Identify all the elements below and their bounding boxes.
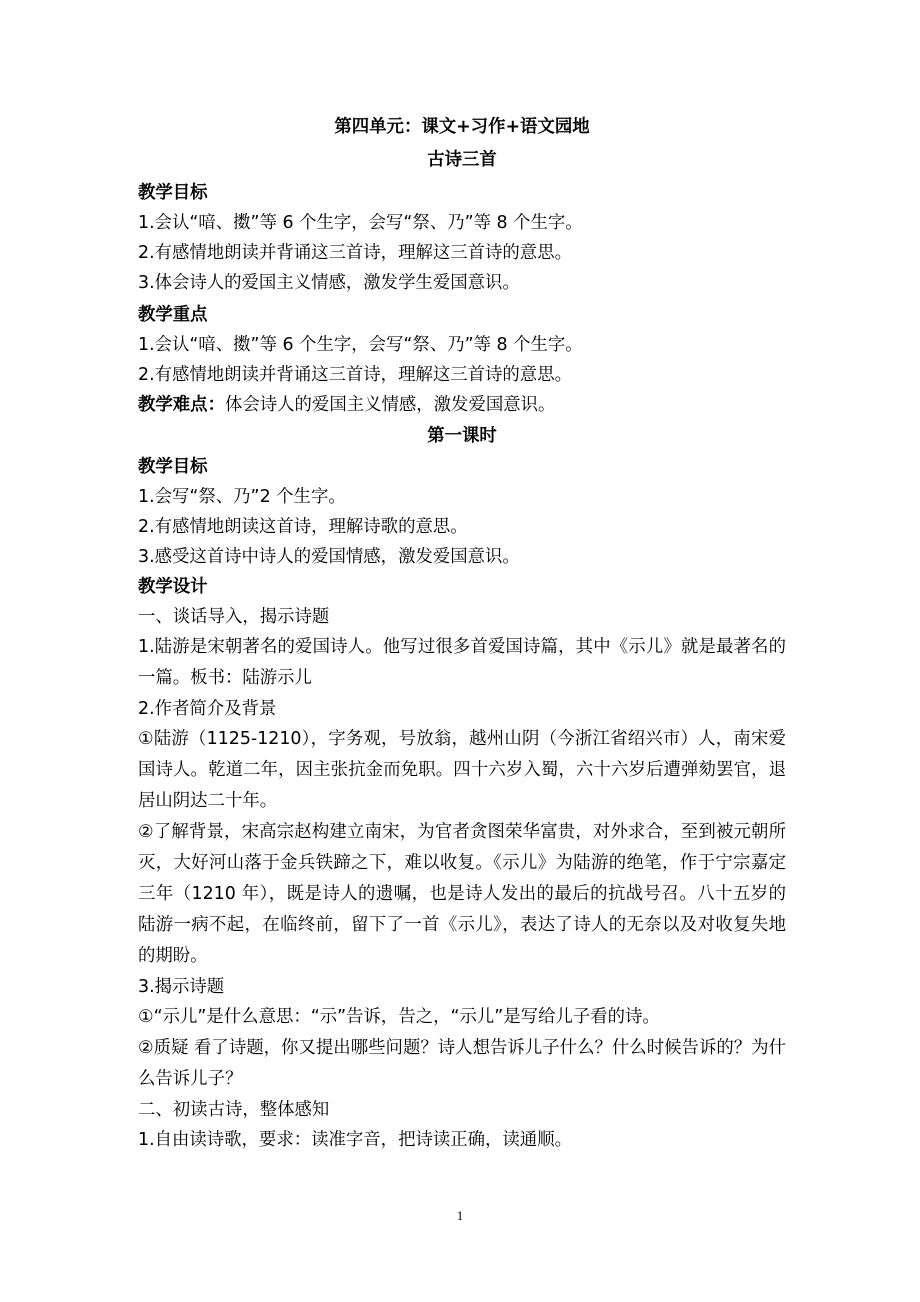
difficulty-text: 体会诗人的爱国主义情感，激发爱国意识。 — [224, 395, 556, 415]
design-paragraph: 1.自由读诗歌，要求：读准字音，把诗读正确，读通顺。 — [138, 1130, 572, 1150]
design-paragraph: 2.作者简介及背景 — [138, 699, 277, 719]
goal-item: 3.体会诗人的爱国主义情感，激发学生爱国意识。 — [138, 273, 520, 293]
unit-title: 第四单元：课文+习作+语文园地 — [334, 117, 590, 137]
lesson-goal-item: 1.会写“祭、乃”2 个生字。 — [138, 487, 346, 507]
page-number: 1 — [456, 1208, 464, 1223]
document-page — [138, 112, 786, 1156]
key-point-item: 1.会认“喑、擞”等 6 个生字，会写“祭、乃”等 8 个生字。 — [138, 335, 583, 355]
difficulty-label: 教学难点： — [138, 395, 225, 415]
design-paragraph: ②质疑 看了诗题，你又提出哪些问题？诗人想告诉儿子什么？什么时候告诉的？为什么告诉儿子？ — [138, 1038, 786, 1089]
section-heading-key-points: 教学重点 — [138, 305, 208, 325]
design-paragraph: ②了解背景，宋高宗赵构建立南宋，为官者贪图荣华富贵，对外求合，至到被元朝所灭，大好河山落于金兵铁蹄之下，难以收复。《示儿》为陆游的绝笔，作于宁宗嘉定三年（1210 年），既是诗人的遗嘱，也是诗人发出的最后的抗战号召。八十五岁的陆游一病不起，在临终前，留下了一首《示儿》，表达了诗人的无奈以及对收复失地的期盼。 — [138, 822, 786, 966]
key-point-item: 2.有感情地朗读并背诵这三首诗，理解这三首诗的意思。 — [138, 365, 572, 385]
section-heading-goals: 教学目标 — [138, 183, 208, 203]
lesson-goal-item: 3.感受这首诗中诗人的爱国情感，激发爱国意识。 — [138, 547, 520, 567]
design-paragraph: 3.揭示诗题 — [138, 977, 225, 997]
design-part-heading: 二、初读古诗，整体感知 — [138, 1100, 330, 1120]
design-paragraph: 1.陆游是宋朝著名的爱国诗人。他写过很多首爱国诗篇，其中《示儿》就是最著名的一篇。板书：陆游示儿 — [138, 637, 786, 688]
section-heading-lesson-goals: 教学目标 — [138, 457, 208, 477]
difficulty-line — [138, 390, 786, 420]
goal-item: 2.有感情地朗读并背诵这三首诗，理解这三首诗的意思。 — [138, 243, 572, 263]
design-paragraph: ①陆游（1125-1210），字务观，号放翁，越州山阴（今浙江省绍兴市）人，南宋爱国诗人。乾道二年，因主张抗金而免职。四十六岁入蜀，六十六岁后遭弹劾罢官，退居山阴达二十年。 — [138, 729, 786, 811]
design-part-heading: 一、谈话导入，揭示诗题 — [138, 607, 330, 627]
goal-item: 1.会认“喑、擞”等 6 个生字，会写“祭、乃”等 8 个生字。 — [138, 213, 583, 233]
section-heading-design: 教学设计 — [138, 577, 208, 597]
lesson-title: 第一课时 — [427, 426, 497, 446]
design-paragraph: ①“示儿”是什么意思：“示”告诉，告之，“示儿”是写给儿子看的诗。 — [138, 1007, 660, 1027]
lesson-group-title: 古诗三首 — [427, 150, 497, 170]
lesson-goal-item: 2.有感情地朗读这首诗，理解诗歌的意思。 — [138, 517, 468, 537]
